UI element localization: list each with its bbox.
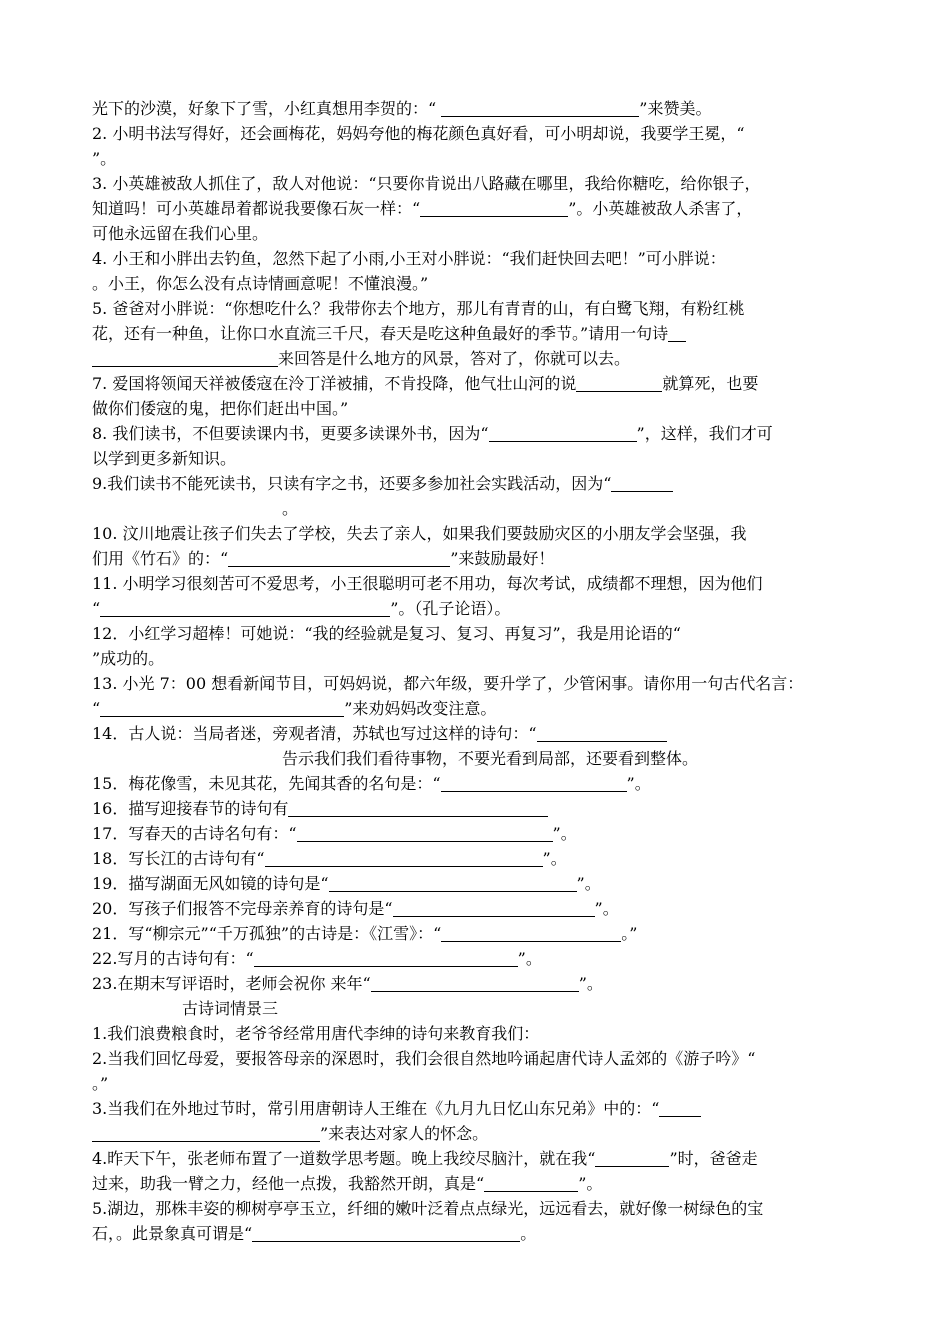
answer-blank[interactable] [288,799,548,817]
answer-blank[interactable] [484,1174,578,1192]
line-text-after-blank: 。 [520,1224,537,1243]
line-text: 花，还有一种鱼，让你口水直流三千尺，春天是吃这种鱼最好的季节。”请用一句诗 [92,324,669,343]
line-text: 4. 小王和小胖出去钓鱼，忽然下起了小雨,小王对小胖说：“我们赶快回去吧！”可小胖说： [92,249,726,268]
line-text: 知道吗！可小英雄昂着都说我要像石灰一样：“ [92,199,421,218]
text-line [92,946,872,971]
text-line [92,646,872,671]
answer-blank[interactable] [537,724,667,742]
line-text-after-blank: ”时，爸爸走 [669,1149,758,1168]
line-text: 15．梅花像雪，未见其花，先闻其香的名句是：“ [92,774,441,793]
text-line [92,596,872,621]
line-text: “ [92,599,101,618]
text-line [92,671,872,696]
line-text: 21．写“柳宗元”“千万孤独”的古诗是：《江雪》：“ [92,924,442,943]
line-text-after-blank: ”来赞美。 [639,99,712,118]
text-line [92,1146,872,1171]
answer-blank[interactable] [393,899,595,917]
answer-blank[interactable] [611,474,673,492]
answer-blank[interactable] [489,424,637,442]
line-text: 4.昨天下午，张老师布置了一道数学思考题。晚上我绞尽脑汁，就在我“ [92,1149,596,1168]
text-line [92,146,872,171]
line-text: 16．描写迎接春节的诗句有 [92,799,289,818]
line-text-after-blank: ”。 [517,949,542,968]
answer-blank[interactable] [441,99,639,117]
line-text: 5. 爸爸对小胖说：“你想吃什么？我带你去个地方，那儿有青青的山，有白鹭飞翔，有粉红桃 [92,299,745,318]
answer-blank[interactable] [576,374,662,392]
text-line [92,1046,872,1071]
text-line [92,196,872,221]
answer-blank[interactable] [297,824,553,842]
text-line [92,396,872,421]
document-page [92,96,872,1246]
text-line [92,546,872,571]
text-line [92,1171,872,1196]
answer-blank[interactable] [228,549,450,567]
text-line [92,996,872,1021]
text-line [92,1096,872,1121]
line-text: 19．描写湖面无风如镜的诗句是“ [92,874,329,893]
line-text-after-blank: 就算死，也要 [662,374,759,393]
text-line [92,321,872,346]
text-line [92,821,872,846]
text-line [92,221,872,246]
line-text-after-blank: ”来表达对家人的怀念。 [320,1124,489,1143]
text-line [92,621,872,646]
line-text: 2. 小明书法写得好，还会画梅花，妈妈夸他的梅花颜色真好看，可小明却说，我要学王冕，“ [92,124,745,143]
line-text: 。” [92,1074,109,1093]
line-text: 22.写月的古诗句有：“ [92,949,254,968]
line-text: “ [92,699,101,718]
line-text-after-blank: ”。 [578,974,603,993]
text-line [92,346,872,371]
answer-blank[interactable] [420,199,568,217]
line-text: 以学到更多新知识。 [92,449,237,468]
line-text-after-blank: ”。 [542,849,567,868]
line-text-after-blank: 来回答是什么地方的风景，答对了，你就可以去。 [278,349,631,368]
answer-blank[interactable] [441,774,627,792]
line-text: 9.我们读书不能死读书，只读有字之书，还要多参加社会实践活动，因为“ [92,474,612,493]
line-text: 过来，助我一臂之力，经他一点拨，我豁然开朗，真是“ [92,1174,485,1193]
answer-blank[interactable] [100,699,344,717]
text-line [92,446,872,471]
text-line [92,121,872,146]
text-line [92,796,872,821]
line-text: ”。 [92,149,117,168]
line-text-after-blank: ”来鼓励最好！ [450,549,555,568]
text-line [92,496,872,521]
line-text-after-blank: ”。 [576,874,601,893]
line-text: 13. 小光 7：00 想看新闻节目，可妈妈说，都六年级，要升学了，少管闲事。请你用一句古代名言： [92,674,804,693]
answer-blank[interactable] [441,924,621,942]
text-line [92,96,872,121]
text-line [92,571,872,596]
answer-blank[interactable] [329,874,577,892]
line-text-after-blank: ”。（孔子论语）。 [390,599,511,618]
line-text-after-blank: 。” [621,924,638,943]
line-text: 石，。此景象真可谓是“ [92,1224,253,1243]
line-text: 告示我们我们看待事物，不要光看到局部，还要看到整体。 [282,749,699,768]
line-text: 3. 小英雄被敌人抓住了，敌人对他说：“只要你肯说出八路藏在哪里，我给你糖吃，给你银子， [92,174,761,193]
line-text: 14．古人说：当局者迷，旁观者清，苏轼也写过这样的诗句：“ [92,724,537,743]
line-text: ”成功的。 [92,649,165,668]
answer-blank[interactable] [100,599,390,617]
answer-blank[interactable] [252,1224,520,1242]
text-line [92,371,872,396]
line-text: 8. 我们读书，不但要读课内书，更要多读课外书，因为“ [92,424,489,443]
line-text: 们用《竹石》的：“ [92,549,229,568]
answer-blank[interactable] [595,1149,669,1167]
text-line [92,521,872,546]
text-line [92,271,872,296]
line-text: 1.我们浪费粮食时，老爷爷经常用唐代李绅的诗句来教育我们： [92,1024,540,1043]
line-text: 。 [282,499,299,518]
answer-blank[interactable] [668,324,686,342]
answer-blank[interactable] [265,849,543,867]
text-line [92,1221,872,1246]
line-text: 23.在期末写评语时，老师会祝你 来年“ [92,974,371,993]
line-text-after-blank: ”。 [594,899,619,918]
line-text-after-blank: ”来劝妈妈改变注意。 [344,699,497,718]
text-line [92,771,872,796]
text-line [92,971,872,996]
text-line [92,746,872,771]
text-line [92,1071,872,1096]
text-line [92,471,872,496]
line-text: 做你们倭寇的鬼，把你们赶出中国。” [92,399,349,418]
line-text: 光下的沙漠，好象下了雪，小红真想用李贺的：“ [92,99,442,118]
line-text: 可他永远留在我们心里。 [92,224,269,243]
line-text: 7. 爱国将领闻天祥被倭寇在泠丁洋被捕，不肯投降，他气壮山河的说 [92,374,577,393]
line-text-after-blank: ”。 [626,774,651,793]
line-text-after-blank: ”，这样，我们才可 [636,424,773,443]
line-text-after-blank: ”。小英雄被敌人杀害了， [568,199,753,218]
text-line [92,1121,872,1146]
line-text-after-blank: ”。 [578,1174,603,1193]
line-text: 17．写春天的古诗名句有：“ [92,824,297,843]
text-line [92,871,872,896]
text-line [92,846,872,871]
line-text: 18．写长江的古诗句有“ [92,849,265,868]
text-line [92,696,872,721]
line-text: 5.湖边，那株丰姿的柳树亭亭玉立，纤细的嫩叶泛着点点绿光，远远看去，就好像一树绿色的宝 [92,1199,764,1218]
answer-blank[interactable] [92,349,278,367]
text-line [92,721,872,746]
text-line [92,246,872,271]
answer-blank[interactable] [371,974,579,992]
answer-blank[interactable] [254,949,518,967]
text-line [92,1196,872,1221]
text-line [92,1021,872,1046]
answer-blank[interactable] [659,1099,701,1117]
line-text: 20．写孩子们报答不完母亲养育的诗句是“ [92,899,393,918]
text-line [92,296,872,321]
line-text: 古诗词情景三 [182,999,279,1018]
line-text: 10. 汶川地震让孩子们失去了学校，失去了亲人，如果我们要鼓励灾区的小朋友学会坚强，我 [92,524,747,543]
answer-blank[interactable] [92,1124,320,1142]
line-text-after-blank: ”。 [552,824,577,843]
line-text: 11. 小明学习很刻苦可不爱思考，小王很聪明可老不用功，每次考试，成绩都不理想，因为他们 [92,574,763,593]
text-line [92,921,872,946]
text-line [92,421,872,446]
line-text: 12．小红学习超棒！可她说：“我的经验就是复习、复习、再复习”，我是用论语的“ [92,624,681,643]
text-line [92,171,872,196]
line-text: 。小王，你怎么没有点诗情画意呢！不懂浪漫。” [92,274,429,293]
line-text: 3.当我们在外地过节时，常引用唐朝诗人王维在《九月九日忆山东兄弟》中的：“ [92,1099,660,1118]
line-text: 2.当我们回忆母爱，要报答母亲的深恩时，我们会很自然地吟诵起唐代诗人孟郊的《游子吟》“ [92,1049,756,1068]
text-line [92,896,872,921]
